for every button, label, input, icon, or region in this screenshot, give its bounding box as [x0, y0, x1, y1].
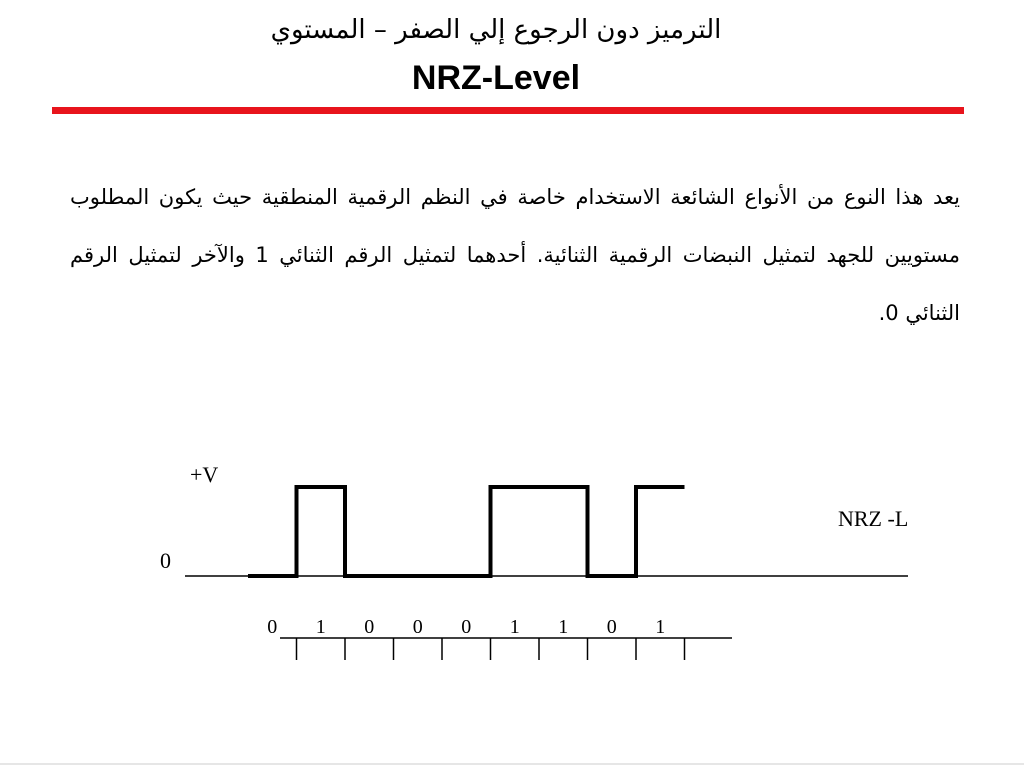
description-paragraph: يعد هذا النوع من الأنواع الشائعة الاستخدام خاصة في النظم الرقمية المنطقية حيث يكون المطلوب مستويين للجهد لتمثيل النبضات الرقمية الثنائية. أحدهما لتمثيل الرقم الثنائي 1 والآخر لتمثيل الرقم الثنائي 0.: [70, 185, 960, 325]
zero-level-label: 0: [160, 548, 171, 573]
bit-label: 0: [364, 616, 375, 638]
signal-name-label: NRZ -L: [838, 506, 909, 531]
bit-label: 1: [558, 616, 569, 638]
nrz-l-signal-diagram: [0, 440, 1024, 680]
slide-title-arabic: الترميز دون الرجوع إلي الصفر – المستوي: [270, 15, 722, 45]
signal-waveform: [248, 487, 685, 576]
footer-divider: [0, 763, 1024, 765]
slide-title-english: NRZ-Level: [411, 59, 581, 97]
bit-label: 1: [655, 616, 666, 638]
bit-label: 1: [315, 616, 326, 638]
title-divider: [52, 107, 964, 114]
bit-label: 0: [267, 616, 278, 638]
high-level-label: +V: [190, 462, 219, 487]
bit-label: 0: [606, 616, 617, 638]
bit-label: 1: [509, 616, 520, 638]
bit-label: 0: [461, 616, 472, 638]
bit-label: 0: [412, 616, 423, 638]
